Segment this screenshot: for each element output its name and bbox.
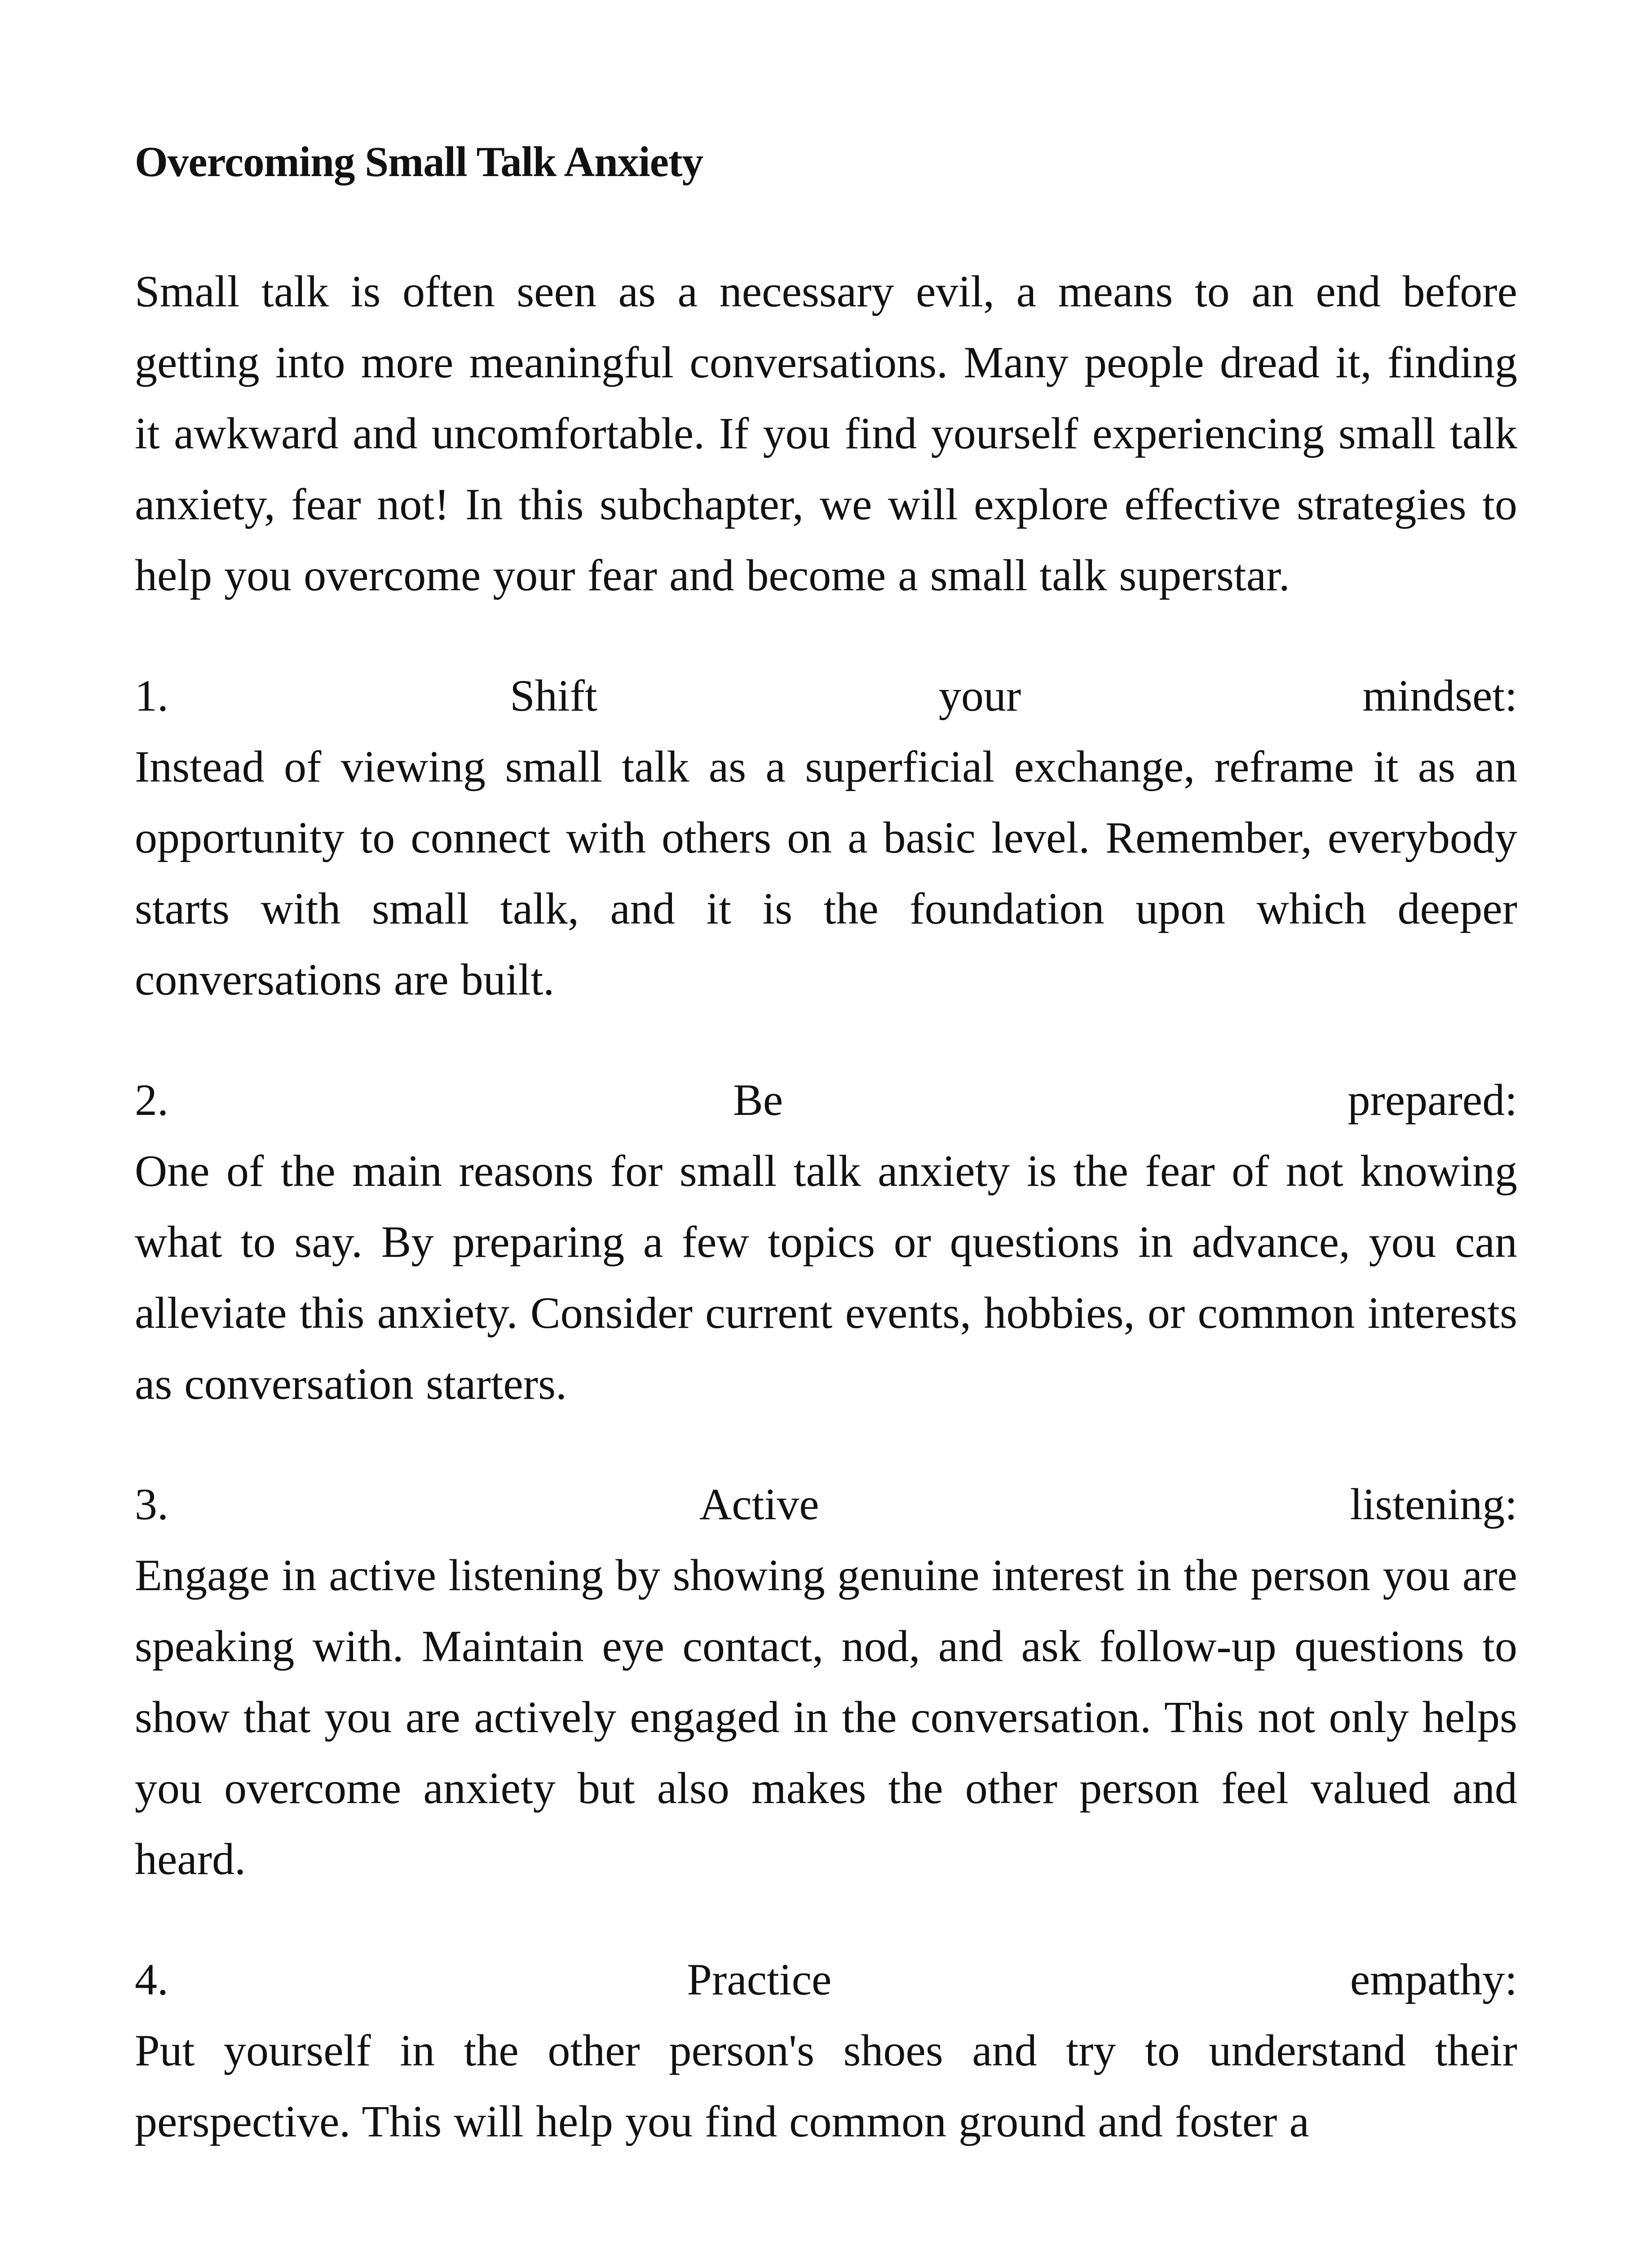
list-item-heading	[135, 1065, 1517, 1136]
list-item-title-word: Be	[733, 1075, 783, 1125]
list-item-title-word: listening:	[1350, 1479, 1517, 1529]
list-item-title-word: Shift	[510, 671, 597, 721]
list-item-number: 2.	[135, 1075, 168, 1125]
list-item-heading	[135, 1469, 1517, 1540]
list-item-number: 3.	[135, 1479, 168, 1529]
intro-paragraph: Small talk is often seen as a necessary evil, a means to an end before getting into more meaningful conversations. Many people dread it, finding it awkward and uncomfortable. If you find yourself experiencing small talk anxiety, fear not! In this subchapter, we will explore effective strategies to help you overcome your fear and become a small talk superstar.	[135, 266, 1517, 600]
list-item-body: Instead of viewing small talk as a superficial exchange, reframe it as an opportunity to connect with others on a basic level. Remember, everybody starts with small talk, and it is the foundation upon which deeper conversations are built.	[135, 742, 1517, 1004]
list-item-number: 4.	[135, 1954, 168, 2004]
list-item-title-word: mindset:	[1362, 671, 1517, 721]
list-item-title-word: prepared:	[1347, 1075, 1517, 1125]
list-item-heading	[135, 660, 1517, 731]
list-item-title-word: your	[938, 671, 1021, 721]
list-item-title-word: Practice	[687, 1954, 832, 2004]
list-item-1	[135, 660, 1517, 1015]
list-item-body: One of the main reasons for small talk anxiety is the fear of not knowing what to say. By preparing a few topics or questions in advance, you can alleviate this anxiety. Consider current events, hobbies, or common interests as conversation starters.	[135, 1146, 1517, 1409]
list-item-3	[135, 1469, 1517, 1895]
section-heading: Overcoming Small Talk Anxiety	[135, 138, 703, 186]
list-item-heading	[135, 1944, 1517, 2015]
list-item-title-word: Active	[699, 1479, 819, 1529]
list-item-2	[135, 1065, 1517, 1419]
page-content	[135, 135, 1517, 2157]
list-item-4	[135, 1944, 1517, 2157]
list-item-title-word: empathy:	[1350, 1954, 1517, 2004]
list-item-body: Engage in active listening by showing genuine interest in the person you are speaking with. Maintain eye contact, nod, and ask follow-up questions to show that you are actively engaged in the conversation. This not only helps you overcome anxiety but also makes the other person feel valued and heard.	[135, 1550, 1517, 1884]
list-item-body: Put yourself in the other person's shoes and try to understand their perspective. This will help you find common ground and foster a	[135, 2025, 1517, 2146]
list-item-number: 1.	[135, 671, 168, 721]
